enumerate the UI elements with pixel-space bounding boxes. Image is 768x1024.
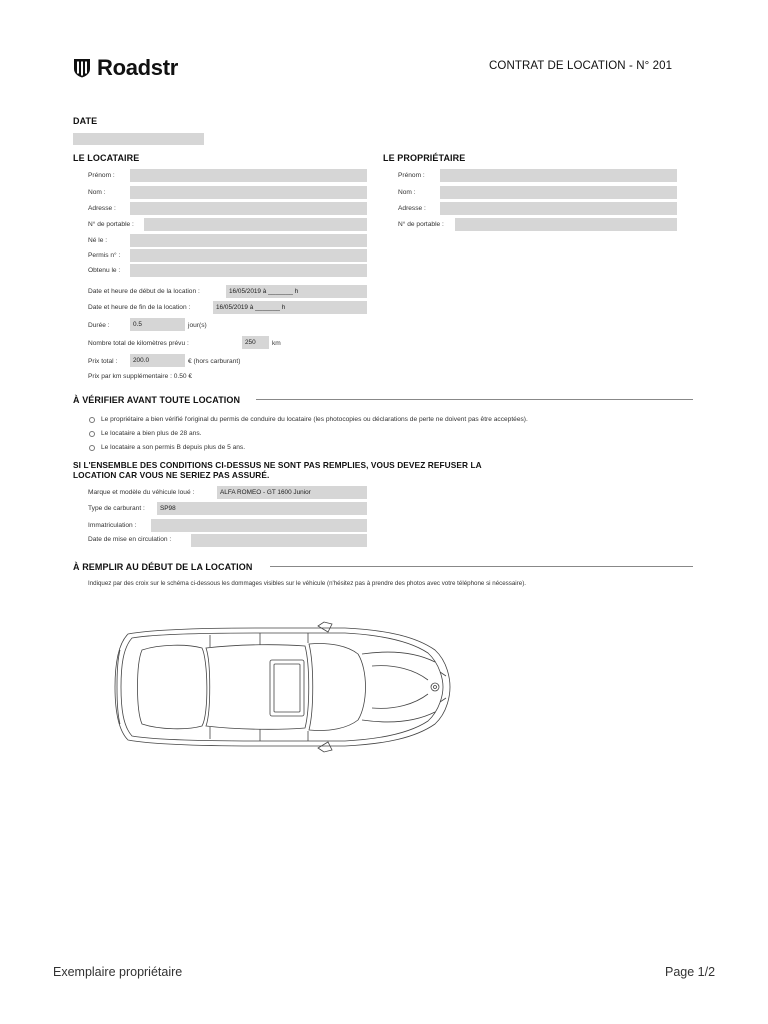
mise-circulation-field[interactable] xyxy=(191,534,367,547)
proprietaire-field-label: Nom : xyxy=(398,189,416,196)
locataire-field-input[interactable] xyxy=(130,169,367,182)
locataire-field-label: Nom : xyxy=(88,189,106,196)
proprietaire-field-label: Prénom : xyxy=(398,172,425,179)
checkbox-icon[interactable] xyxy=(89,431,95,437)
fin-location-label: Date et heure de fin de la location : xyxy=(88,304,191,311)
locataire-field-label: Prénom : xyxy=(88,172,115,179)
check-age[interactable]: Le locataire a bien plus de 28 ans. xyxy=(89,430,201,437)
km-field[interactable]: 250 xyxy=(242,336,269,349)
duree-unit: jour(s) xyxy=(188,322,207,329)
locataire-field-label: N° de portable : xyxy=(88,221,134,228)
debut-instructions: Indiquez par des croix sur le schéma ci-dessous les dommages visibles sur le véhicule (n'hésitez pas à prendre des photos avec votre téléphone si nécessaire). xyxy=(88,580,526,587)
carburant-field[interactable]: SP98 xyxy=(157,502,367,515)
proprietaire-field-label: N° de portable : xyxy=(398,221,444,228)
duree-label: Durée : xyxy=(88,322,110,329)
immatriculation-field[interactable] xyxy=(151,519,367,532)
proprietaire-field-label: Adresse : xyxy=(398,205,426,212)
locataire-heading: LE LOCATAIRE xyxy=(73,153,140,163)
verifier-heading: À VÉRIFIER AVANT TOUTE LOCATION xyxy=(73,395,241,405)
vehicule-marque-field[interactable]: ALFA ROMEO - GT 1600 Junior xyxy=(217,486,367,499)
km-unit: km xyxy=(272,340,281,347)
verifier-rule xyxy=(256,399,693,400)
carburant-label: Type de carburant : xyxy=(88,505,145,512)
locataire-field-label: Adresse : xyxy=(88,205,116,212)
locataire-field-label: Obtenu le : xyxy=(88,267,121,274)
proprietaire-field-input[interactable] xyxy=(440,186,677,199)
date-heading: DATE xyxy=(73,116,98,126)
footer-exemplaire: Exemplaire propriétaire xyxy=(53,965,183,979)
date-field[interactable] xyxy=(73,133,204,145)
proprietaire-field-input[interactable] xyxy=(440,202,677,215)
duree-field[interactable]: 0.5 xyxy=(130,318,185,331)
proprietaire-heading: LE PROPRIÉTAIRE xyxy=(383,153,466,163)
mise-circulation-label: Date de mise en circulation : xyxy=(88,536,172,543)
locataire-field-label: Permis n° : xyxy=(88,252,121,259)
prix-km-text: Prix par km supplémentaire : 0.50 € xyxy=(88,373,193,380)
locataire-field-label: Né le : xyxy=(88,237,108,244)
vehicule-marque-label: Marque et modèle du véhicule loué : xyxy=(88,489,195,496)
shield-icon xyxy=(73,58,91,78)
locataire-field-input[interactable] xyxy=(144,218,367,231)
footer-page-number: Page 1/2 xyxy=(665,965,716,979)
debut-location-field[interactable]: 16/05/2019 à _______ h xyxy=(226,285,367,298)
immatriculation-label: Immatriculation : xyxy=(88,522,137,529)
debut-location-label: Date et heure de début de la location : xyxy=(88,288,200,295)
car-diagram-icon[interactable] xyxy=(110,620,455,755)
contract-title: CONTRAT DE LOCATION - N° 201 xyxy=(489,60,673,72)
checkbox-icon[interactable] xyxy=(89,417,95,423)
brand-name: Roadstr xyxy=(97,55,179,80)
prix-total-field[interactable]: 200.0 xyxy=(130,354,185,367)
debut-rule xyxy=(270,566,693,567)
debut-heading: À REMPLIR AU DÉBUT DE LA LOCATION xyxy=(73,562,253,572)
prix-total-label: Prix total : xyxy=(88,358,118,365)
proprietaire-field-input[interactable] xyxy=(455,218,677,231)
locataire-field-input[interactable] xyxy=(130,264,367,277)
check-permis[interactable]: Le propriétaire a bien vérifié l'original du permis de conduire du locataire (les photocopies ou déclarations de perte ne doivent pas être acceptées). xyxy=(89,416,528,423)
fin-location-field[interactable]: 16/05/2019 à _______ h xyxy=(213,301,367,314)
checkbox-icon[interactable] xyxy=(89,445,95,451)
locataire-field-input[interactable] xyxy=(130,249,367,262)
warning-line-2: LOCATION CAR VOUS NE SERIEZ PAS ASSURÉ. xyxy=(73,470,270,480)
locataire-field-input[interactable] xyxy=(130,234,367,247)
proprietaire-field-input[interactable] xyxy=(440,169,677,182)
locataire-field-input[interactable] xyxy=(130,202,367,215)
warning-line-1: SI L'ENSEMBLE DES CONDITIONS CI-DESSUS NE SONT PAS REMPLIES, VOUS DEVEZ REFUSER LA xyxy=(73,460,482,470)
prix-total-unit: € (hors carburant) xyxy=(188,358,241,365)
locataire-field-input[interactable] xyxy=(130,186,367,199)
check-permis-b[interactable]: Le locataire a son permis B depuis plus de 5 ans. xyxy=(89,444,245,451)
brand-logo xyxy=(73,55,178,81)
km-label: Nombre total de kilomètres prévu : xyxy=(88,340,189,347)
